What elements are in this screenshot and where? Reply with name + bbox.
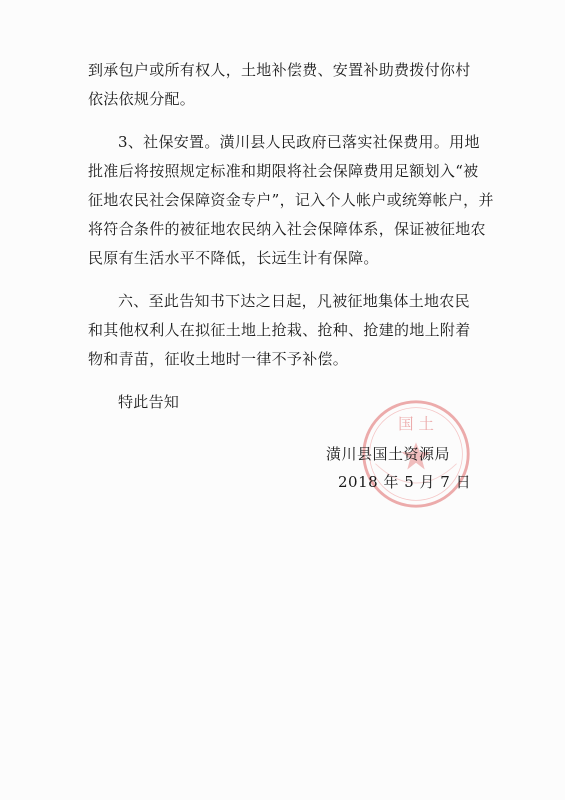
section-3-line: 3、社保安置。潢川县人民政府已落实社保费用。用地	[118, 133, 480, 151]
document-body	[88, 56, 498, 417]
issue-date: 2018 年 5 月 7 日	[338, 473, 472, 491]
section-3-line: 征地农民社会保障资金专户”，记入个人帐户或统筹帐户，并	[88, 191, 494, 209]
section-3-line: 民原有生活水平不降低，长远生计有保障。	[88, 249, 379, 267]
issuing-organization: 潢川县国土资源局	[326, 445, 451, 463]
body-line: 依法依规分配。	[88, 90, 196, 108]
section-6-line: 物和青苗，征收土地时一律不予补偿。	[88, 350, 349, 368]
section-3-line: 将符合条件的被征地农民纳入社会保障体系，保证被征地农	[88, 220, 486, 238]
section-6-line: 六、至此告知书下达之日起，凡被征地集体土地农民	[118, 292, 470, 310]
section-3-line: 批准后将按照规定标准和期限将社会保障费用足额划入“被	[88, 162, 479, 180]
seal-text: 国 土	[398, 414, 434, 433]
body-line: 到承包户或所有权人，土地补偿费、安置补助费拨付你村	[88, 61, 471, 79]
section-6-line: 和其他权利人在拟征土地上抢栽、抢种、抢建的地上附着	[88, 321, 471, 339]
signature-block	[326, 440, 471, 496]
closing-text: 特此告知	[118, 393, 180, 411]
